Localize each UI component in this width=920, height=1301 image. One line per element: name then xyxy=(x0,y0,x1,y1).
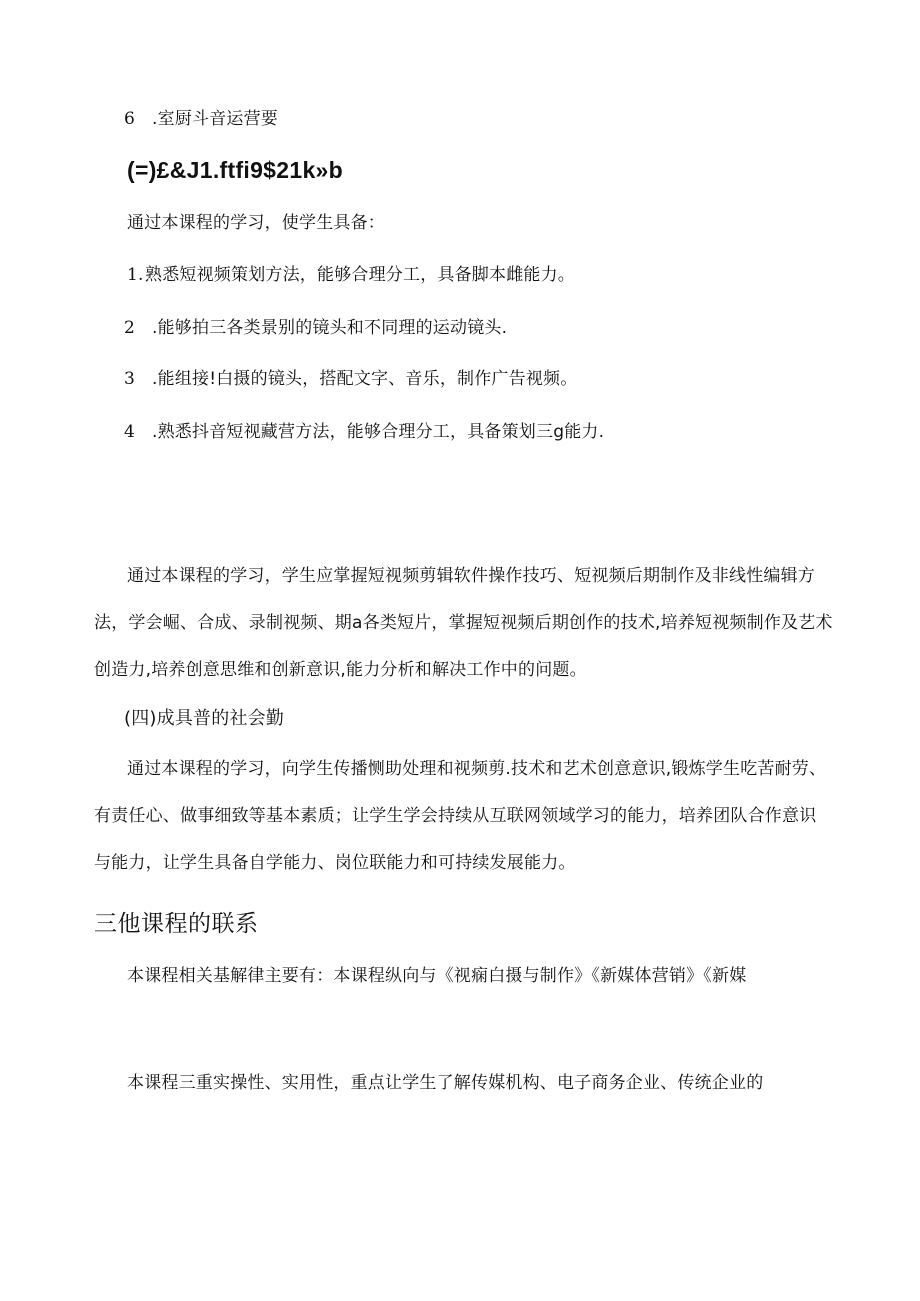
list-item-3 xyxy=(124,368,577,390)
list-text: 熟悉短视频策划方法，能够合理分工，具备脚本雌能力。 xyxy=(145,265,575,285)
paragraph-line: 通过本课程的学习，向学生传播恻助处理和视频剪.技术和艺术创意意识,锻炼学生吃苦耐劳、 xyxy=(127,759,827,779)
section-heading-3: (=)£&J1.ftfi9$21k»b xyxy=(127,157,343,183)
list-number: 6 xyxy=(124,109,136,129)
list-item-2 xyxy=(124,317,507,339)
paragraph-line: 本课程相关基解律主要有：本课程纵向与《视痫白摄与制作》《新媒体营销》《新媒 xyxy=(127,966,747,986)
list-number: 1. xyxy=(127,265,144,285)
list-item-1 xyxy=(127,264,575,286)
list-number: 4 xyxy=(124,422,136,442)
paragraph-line: 有责任心、做事细致等基本素质；让学生学会持续从互联网领域学习的能力，培养团队合作意识 xyxy=(94,806,817,826)
list-item-6 xyxy=(124,108,278,130)
paragraph-line: 本课程三重实操性、实用性，重点让学生了解传媒机构、电子商务企业、传统企业的 xyxy=(127,1073,764,1093)
list-text: .室厨斗音运营要 xyxy=(152,109,279,129)
list-text: .熟悉抖音短视藏营方法，能够合理分工，具备策划三g能力. xyxy=(152,422,605,442)
list-text: .能够拍三各类景别的镜头和不同理的运动镜头. xyxy=(152,318,508,338)
list-text: .能组接!白摄的镜头，搭配文字、音乐，制作广告视频。 xyxy=(152,369,578,389)
chapter-heading: 三他课程的联系 xyxy=(94,911,259,937)
list-number: 3 xyxy=(124,369,136,389)
list-number: 2 xyxy=(124,318,136,338)
paragraph-line: 法，学会崛、合成、录制视频、期a各类短片，掌握短视频后期创作的技术,培养短视频制作及艺术 xyxy=(94,613,833,633)
list-item-4 xyxy=(124,421,604,443)
paragraph-line: 创造力,培养创意思维和创新意识,能力分析和解决工作中的问题。 xyxy=(94,660,587,680)
section-heading-4: (四)成具普的社会勤 xyxy=(124,708,285,729)
paragraph-line: 与能力，让学生具备自学能力、岗位联能力和可持续发展能力。 xyxy=(94,853,576,873)
paragraph-line: 通过本课程的学习，学生应掌握短视频剪辑软件操作技巧、短视频后期制作及非线性编辑方 xyxy=(127,566,815,586)
intro-text: 通过本课程的学习，使学生具备： xyxy=(127,213,385,233)
